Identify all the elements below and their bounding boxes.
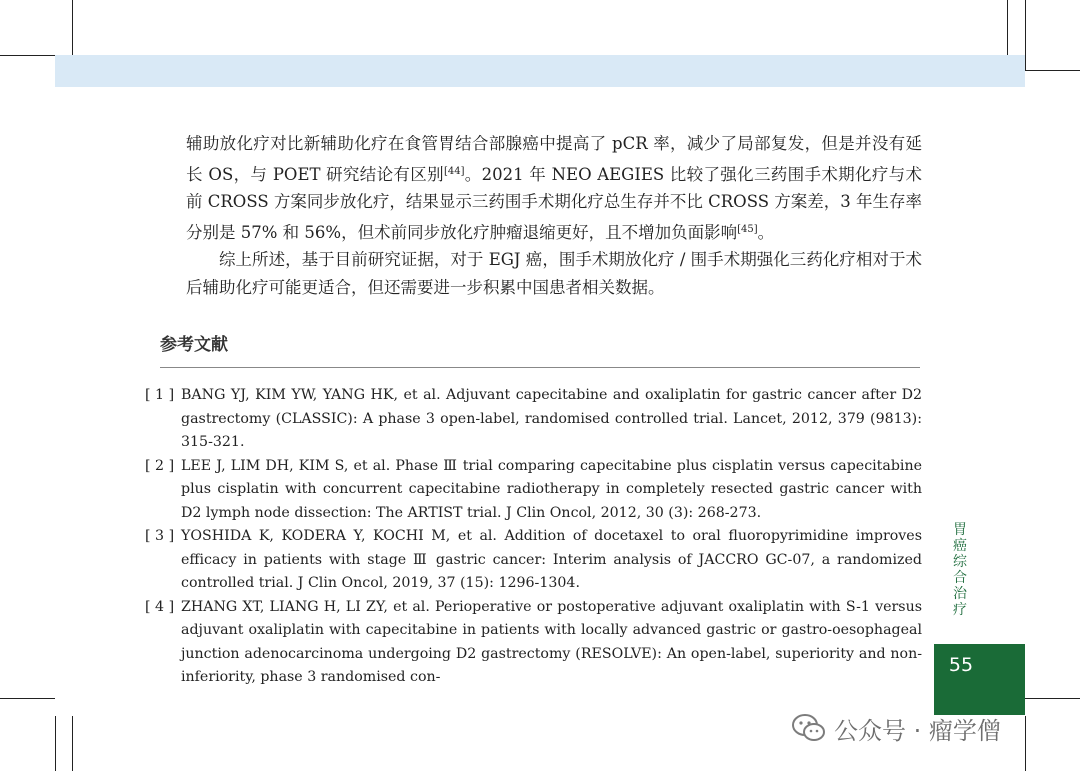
crop-mark: [72, 0, 73, 55]
reference-item: [145, 525, 922, 596]
watermark: [792, 708, 1001, 748]
body-text: [186, 130, 922, 301]
paragraph: 辅助放化疗对比新辅助化疗在食管胃结合部腺癌中提高了 pCR 率，减少了局部复发，但是并没有延长 OS，与 POET 研究结论有区别[44]。2021 年 NEO AEGIES 比较了强化三药围手术期化疗与术前 CROSS 方案同步放化疗，结果显示三药围手术期化疗总生存并不比 CROSS 方案差，3 年生存率分别是 57% 和 56%，但术前同步放化疗肿瘤退缩更好，且不增加负面影响[45]。: [186, 134, 923, 242]
page-number-box: [934, 644, 1025, 715]
references-heading: 参考文献: [160, 335, 228, 355]
crop-mark: [1007, 0, 1008, 55]
crop-mark: [1025, 70, 1080, 71]
chapter-side-label: 胃癌综合治疗: [953, 522, 967, 618]
reference-item: [145, 596, 922, 690]
citation: [44]: [443, 165, 465, 177]
crop-mark: [0, 55, 55, 56]
header-band: [55, 55, 1025, 87]
crop-mark: [0, 698, 55, 699]
citation: [45]: [737, 223, 758, 235]
reference-number: [ 4 ]: [145, 598, 175, 615]
reference-text: BANG YJ, KIM YW, YANG HK, et al. Adjuvant capecitabine and oxaliplatin for gastric cancer after D2 gastrectomy (CLASSIC): A phase 3 open-label, randomised controlled trial. Lancet, 2012, 379 (9813): 315-321.: [181, 387, 922, 450]
reference-text: ZHANG XT, LIANG H, LI ZY, et al. Perioperative or postoperative adjuvant oxaliplatin with S-1 versus adjuvant oxaliplatin with capecitabine in patients with locally advanced gastric or gastro-oesophageal junction adenocarcinoma undergoing D2 gastrectomy (RESOLVE): An open-label, superiority and non-inferiority, phase 3 randomised con-: [181, 598, 922, 685]
reference-list: [145, 384, 922, 690]
reference-number: [ 3 ]: [145, 528, 175, 544]
watermark-text: 公众号 · 瘤学僧: [834, 716, 1001, 745]
reference-number: [ 2 ]: [145, 457, 175, 474]
crop-mark: [1025, 0, 1026, 70]
reference-number: [ 1 ]: [145, 387, 175, 403]
wechat-icon: [792, 713, 826, 743]
divider: [160, 367, 920, 368]
reference-text: LEE J, LIM DH, KIM S, et al. Phase Ⅲ trial comparing capecitabine plus cisplatin versus capecitabine plus cisplatin with concurrent capecitabine radiotherapy in completely resected gastric cancer with D2 lymph node dissection: The ARTIST trial. J Clin Oncol, 2012, 30 (3): 268-273.: [181, 457, 922, 521]
page-number: 55: [948, 654, 974, 676]
paragraph: 综上所述，基于目前研究证据，对于 EGJ 癌，围手术期放化疗 / 围手术期强化三药化疗相对于术后辅助化疗可能更适合，但还需要进一步积累中国患者相关数据。: [186, 250, 922, 297]
crop-mark: [55, 716, 56, 771]
crop-mark: [1025, 698, 1080, 699]
crop-mark: [72, 716, 73, 771]
crop-mark: [1025, 716, 1026, 771]
reference-text: YOSHIDA K, KODERA Y, KOCHI M, et al. Addition of docetaxel to oral fluoropyrimidine improves efficacy in patients with stage Ⅲ gastric cancer: Interim analysis of JACCRO GC-07, a randomized controlled trial. J Clin Oncol, 2019, 37 (15): 1296-1304.: [181, 528, 922, 591]
reference-item: [145, 455, 922, 526]
reference-item: [145, 384, 922, 455]
